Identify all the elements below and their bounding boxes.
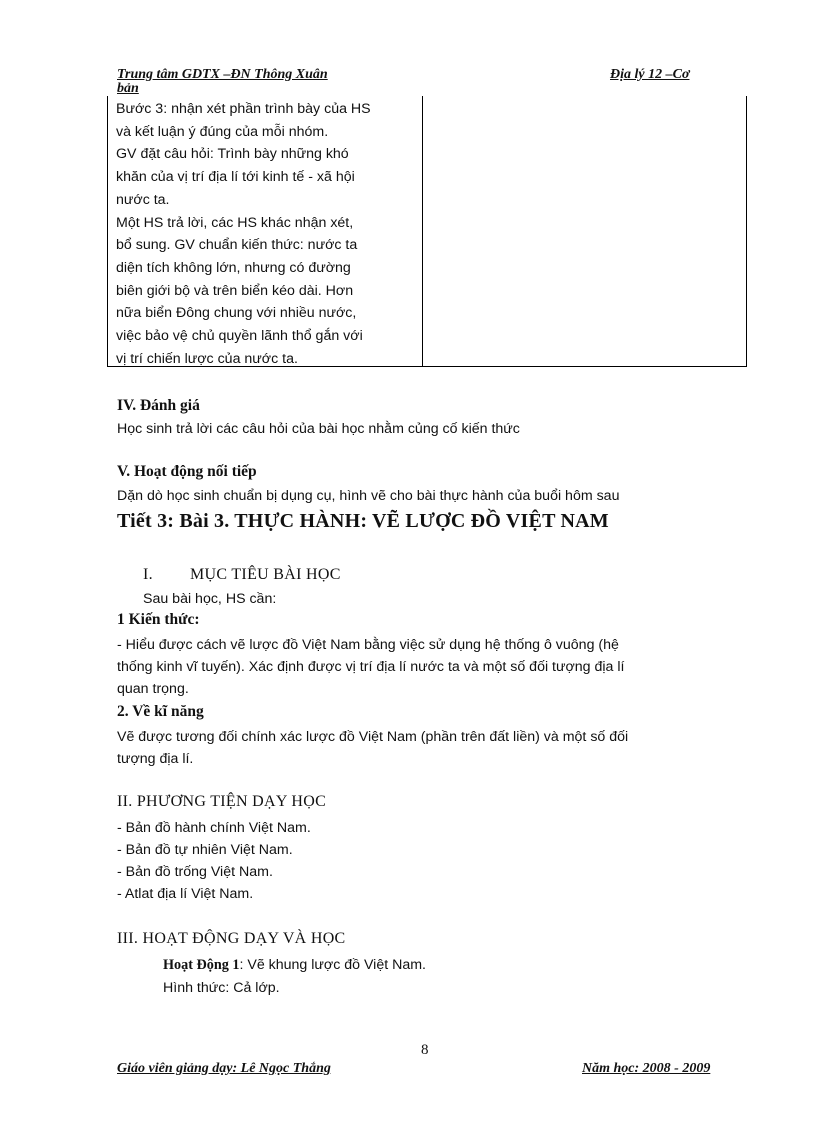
table-line: nước ta. [116,191,170,208]
activity-1 [163,954,426,976]
table-line: việc bảo vệ chủ quyền lãnh thổ gắn với [116,328,363,345]
section-v-text: Dặn dò học sinh chuẩn bị dụng cụ, hình vẽ cho bài thực hành của buổi hôm sau [117,488,620,504]
means-item: - Atlat địa lí Việt Nam. [117,886,254,902]
knowledge-line: - Hiểu được cách vẽ lược đồ Việt Nam bằng việc sử dụng hệ thống ô vuông (hệ [117,637,619,653]
section-iv-title: IV. Đánh giá [117,397,200,414]
means-list [117,817,311,905]
means-item: - Bản đồ trống Việt Nam. [117,864,273,880]
knowledge-text [117,634,625,700]
header-left [117,68,328,96]
skills-text [117,726,628,770]
means-title: II. PHƯƠNG TIỆN DẠY HỌC [117,793,327,810]
activity-1-text: : Vẽ khung lược đồ Việt Nam. [239,957,426,973]
objectives-title: MỤC TIÊU BÀI HỌC [190,566,341,583]
table-line: Bước 3: nhận xét phần trình bày của HS [116,101,371,117]
activity-form: Hình thức: Cả lớp. [163,980,280,996]
skills-line: Vẽ được tương đối chính xác lược đồ Việt Nam (phần trên đất liền) và một số đối [117,729,629,745]
table-left-cell [116,98,371,370]
skills-line: tượng địa lí. [117,751,194,767]
activities-title: III. HOẠT ĐỘNG DẠY VÀ HỌC [117,930,346,947]
objectives-number: I. [143,566,153,583]
table-column-divider [422,96,423,366]
footer-teacher: Giáo viên giảng dạy: Lê Ngọc Thắng [117,1061,331,1076]
table-line: nữa biển Đông chung với nhiều nước, [116,305,357,322]
table-line: bổ sung. GV chuẩn kiến thức: nước ta [116,237,358,254]
header-right: Địa lý 12 –Cơ [610,67,690,82]
means-item: - Bản đồ hành chính Việt Nam. [117,820,311,836]
header-left-line1: Trung tâm GDTX –ĐN Thông Xuân [117,67,328,82]
table-line: GV đặt câu hỏi: Trình bày những khó [116,146,349,163]
table-line: diện tích không lớn, nhưng có đường [116,259,351,276]
table-line: biên giới bộ và trên biển kéo dài. Hơn [116,282,354,299]
means-item: - Bản đồ tự nhiên Việt Nam. [117,842,293,858]
knowledge-line: thống kinh vĩ tuyến). Xác định được vị trí địa lí nước ta và một số đối tượng địa lí [117,659,625,675]
table-line: khăn của vị trí địa lí tới kinh tế - xã hội [116,169,355,186]
table-line: Một HS trả lời, các HS khác nhận xét, [116,214,354,231]
objectives-intro: Sau bài học, HS cần: [143,591,277,607]
knowledge-heading: 1 Kiến thức: [117,611,200,628]
knowledge-line: quan trọng. [117,681,189,697]
activity-1-label: Hoạt Động 1 [163,957,240,973]
table-line: vị trí chiến lược của nước ta. [116,350,298,367]
header-left-line2: bản [117,81,139,96]
page-number: 8 [421,1042,429,1058]
section-iv-text: Học sinh trả lời các câu hỏi của bài học nhằm củng cố kiến thức [117,421,520,437]
table-line: và kết luận ý đúng của mỗi nhóm. [116,123,329,140]
section-v-title: V. Hoạt động nối tiếp [117,463,257,480]
footer-school-year: Năm học: 2008 - 2009 [582,1061,711,1076]
lesson-title: Tiết 3: Bài 3. THỰC HÀNH: VẼ LƯỢC ĐỒ VIỆT NAM [117,510,609,532]
skills-heading: 2. Về kĩ năng [117,703,204,720]
